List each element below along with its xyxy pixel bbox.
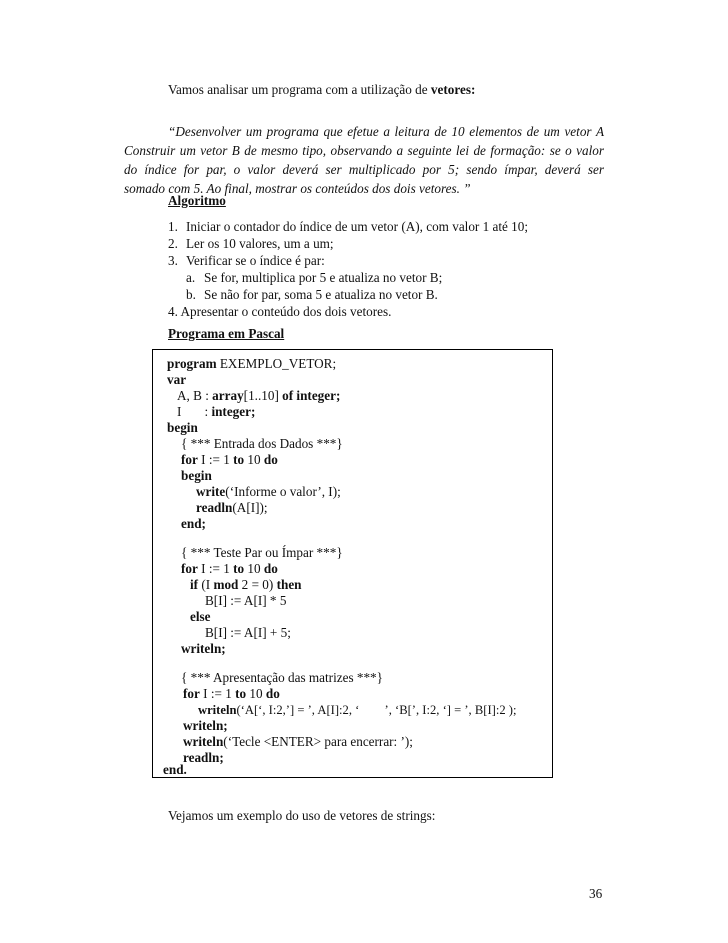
list-item: 3. Verificar se o índice é par: (168, 253, 325, 268)
code-line: for I := 1 to 10 do (181, 561, 278, 576)
list-subitem: b. Se não for par, soma 5 e atualiza no vetor B. (186, 287, 438, 302)
algorithm-heading: Algoritmo (168, 193, 226, 208)
code-line: writeln; (181, 641, 226, 656)
list-subitem: a. Se for, multiplica por 5 e atualiza no vetor B; (186, 270, 443, 285)
code-line: B[I] := A[I] * 5 (205, 593, 287, 608)
intro-bold: vetores: (430, 82, 476, 97)
page-number: 36 (589, 886, 603, 901)
code-line: for I := 1 to 10 do (181, 452, 278, 467)
code-line: writeln(‘Tecle <ENTER> para encerrar: ’); (183, 734, 413, 749)
code-line: I : integer; (177, 404, 256, 419)
program-heading: Programa em Pascal (168, 326, 285, 341)
list-item: 1. Iniciar o contador do índice de um vetor (A), com valor 1 até 10; (168, 219, 529, 234)
list-item: 2. Ler os 10 valores, um a um; (168, 236, 334, 251)
quote-line: “Desenvolver um programa que efetue a leitura de 10 elementos de um vetor A (168, 124, 604, 139)
code-line: end. (163, 762, 187, 777)
code-line: begin (167, 420, 198, 435)
code-line: B[I] := A[I] + 5; (205, 625, 291, 640)
quote-line: do índice for par, o valor deverá ser multiplicado por 5; sendo ímpar, deverá ser (124, 162, 604, 177)
algorithm-list (168, 218, 528, 320)
code-line: readln(A[I]); (196, 500, 268, 515)
intro-paragraph (168, 82, 475, 98)
code-line: if (I mod 2 = 0) then (190, 577, 302, 592)
quote-line: somado com 5. Ao final, mostrar os conteúdos dos dois vetores. ” (124, 181, 471, 196)
quote-line: Construir um vetor B de mesmo tipo, observando a seguinte lei de formação: se o valor (124, 143, 604, 158)
code-comment: { *** Entrada dos Dados ***} (181, 436, 343, 451)
code-line: readln; (183, 750, 224, 765)
code-line: A, B : array[1..10] of integer; (177, 388, 341, 403)
intro-text: Vamos analisar um programa com a utilização de (168, 82, 431, 97)
code-line: write(‘Informe o valor’, I); (196, 484, 341, 499)
code-line: program EXEMPLO_VETOR; (167, 356, 337, 371)
quote-paragraph (124, 122, 604, 198)
code-line: else (190, 609, 211, 624)
code-comment: { *** Apresentação das matrizes ***} (181, 670, 383, 685)
code-line: end; (181, 516, 206, 531)
code-line: begin (181, 468, 212, 483)
outro-paragraph: Vejamos um exemplo do uso de vetores de strings: (168, 808, 436, 823)
code-line: writeln; (183, 718, 228, 733)
code-comment: { *** Teste Par ou Ímpar ***} (181, 545, 343, 560)
code-line: var (167, 372, 187, 387)
code-line: for I := 1 to 10 do (183, 686, 280, 701)
code-line: writeln(‘A[‘, I:2,’] = ’, A[I]:2, ‘ ’, ‘B[’, I:2, ‘] = ’, B[I]:2 ); (198, 703, 517, 717)
list-item: 4. Apresentar o conteúdo dos dois vetores. (168, 304, 392, 319)
